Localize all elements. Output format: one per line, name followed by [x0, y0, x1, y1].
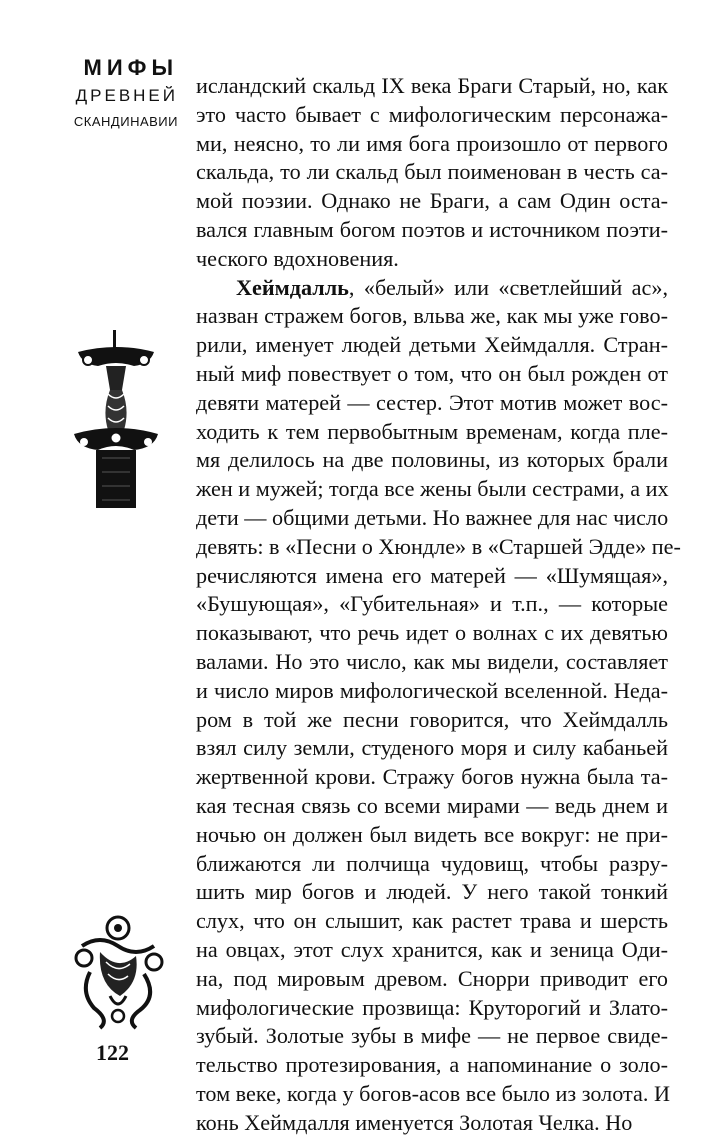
text-line — [196, 936, 668, 965]
body-text — [196, 72, 681, 1137]
line-text: девять: в «Песни о Хюндле» в «Старшей Эдде» пе- — [196, 533, 681, 559]
line-text: и число миров мифологической вселенной. Неда- — [196, 677, 668, 703]
line-text: показывают, что речь идет о волнах с их девятью — [196, 620, 668, 646]
text-line — [196, 158, 668, 187]
text-line — [196, 792, 668, 821]
text-line — [196, 216, 668, 245]
line-text: ходить к тем первобытным временам, когда пле- — [196, 418, 668, 444]
line-text: валами. Но это число, как мы видели, составляет — [196, 648, 668, 674]
line-text: рили, именует людей детьми Хеймдалля. Стран- — [196, 332, 668, 358]
text-line — [196, 274, 668, 303]
line-text: ром в той же песни говорится, что Хеймдалль — [196, 706, 668, 732]
line-text: ближаются ли полчища чудовищ, чтобы разру- — [196, 850, 668, 876]
bold-term: Хеймдалль — [236, 274, 349, 300]
header-subtitle-2: СКАНДИНАВИИ — [73, 114, 178, 129]
text-line — [196, 389, 668, 418]
text-line — [196, 677, 668, 706]
header-subtitle: ДРЕВНЕЙ — [75, 86, 178, 105]
text-line — [196, 821, 668, 850]
line-text: шить мир богов и людей. У него такой тонкий — [196, 879, 668, 905]
page-number: 122 — [96, 1040, 129, 1065]
celtic-knot-figure-ornament — [70, 912, 166, 1030]
line-text: ми, неясно, то ли имя бога произошло от первого — [196, 130, 668, 156]
carved-pillar-ornament — [72, 330, 160, 510]
line-text: взял силу земли, студеного моря и силу кабаньей — [196, 735, 668, 761]
text-line — [196, 504, 668, 533]
line-text: назван стражем богов, вльва же, как мы уже гово- — [196, 303, 668, 329]
text-line — [196, 302, 668, 331]
line-text: «Бушующая», «Губительная» и т.п., — которые — [196, 591, 668, 617]
text-line — [196, 1080, 668, 1109]
text-line — [196, 706, 668, 735]
line-text: конь Хеймдалля именуется Золотая Челка. Но — [196, 1109, 633, 1135]
line-text: ный миф повествует о том, что он был рожден от — [196, 360, 668, 386]
text-line — [196, 72, 668, 101]
text-line — [196, 562, 668, 591]
line-text: на овцах, этот слух хранится, как и зеница Оди- — [196, 936, 668, 962]
line-text: это часто бывает с мифологическим персонажа- — [196, 101, 668, 127]
text-line — [196, 907, 668, 936]
text-line — [196, 360, 668, 389]
line-text: том веке, когда у богов-асов все было из золота. И — [196, 1080, 670, 1106]
line-text: вался главным богом поэтов и источником поэти- — [196, 216, 668, 242]
text-line — [196, 446, 668, 475]
text-line — [196, 418, 668, 447]
line-text: слух, что он слышит, как растет трава и шерсть — [196, 908, 668, 934]
text-line — [196, 130, 668, 159]
text-line — [196, 187, 668, 216]
line-text: жертвенной крови. Стражу богов нужна была та- — [196, 764, 668, 790]
line-text: жен и мужей; тогда все жены были сестрами, а их — [196, 476, 669, 502]
line-text: девяти матерей — сестер. Этот мотив может вос- — [196, 389, 668, 415]
text-line — [196, 1051, 668, 1080]
text-line — [196, 994, 668, 1023]
running-header — [58, 56, 178, 132]
line-text: на, под мировым древом. Снорри приводит его — [196, 965, 668, 991]
line-text: , «белый» или «светлейший ас», — [348, 274, 668, 300]
line-text: мя делилось на две половины, из которых брали — [196, 447, 668, 473]
text-line — [196, 590, 668, 619]
text-line — [196, 878, 668, 907]
line-text: ческого вдохновения. — [196, 245, 399, 271]
line-text: речисляются имена его матерей — «Шумящая», — [196, 562, 668, 588]
line-text: кая тесная связь со всеми мирами — ведь днем и — [196, 792, 668, 818]
line-text: зубый. Золотые зубы в мифе — не первое свиде- — [196, 1023, 668, 1049]
line-text: ночью он должен был видеть все вокруг: не при- — [196, 821, 668, 847]
text-line — [196, 1022, 668, 1051]
line-text: исландский скальд IX века Браги Старый, но, как — [196, 73, 668, 98]
line-text: дети — общими детьми. Но важнее для нас число — [196, 504, 669, 530]
header-title: МИФЫ — [83, 55, 178, 80]
text-line — [196, 763, 668, 792]
text-line — [196, 965, 668, 994]
text-line — [196, 245, 668, 274]
text-line — [196, 734, 668, 763]
text-line — [196, 475, 668, 504]
line-text: скальда, то ли скальд был поименован в честь са- — [196, 159, 668, 185]
text-line — [196, 619, 668, 648]
text-line — [196, 648, 668, 677]
text-line — [196, 101, 668, 130]
line-text: тельство протезирования, а напоминание о золо- — [196, 1052, 668, 1078]
text-line — [196, 533, 681, 562]
line-text: мифологические прозвища: Круторогий и Злато- — [196, 994, 668, 1020]
text-line — [196, 850, 668, 879]
line-text: мой поэзии. Однако не Браги, а сам Один оста- — [196, 188, 668, 214]
text-line — [196, 331, 668, 360]
